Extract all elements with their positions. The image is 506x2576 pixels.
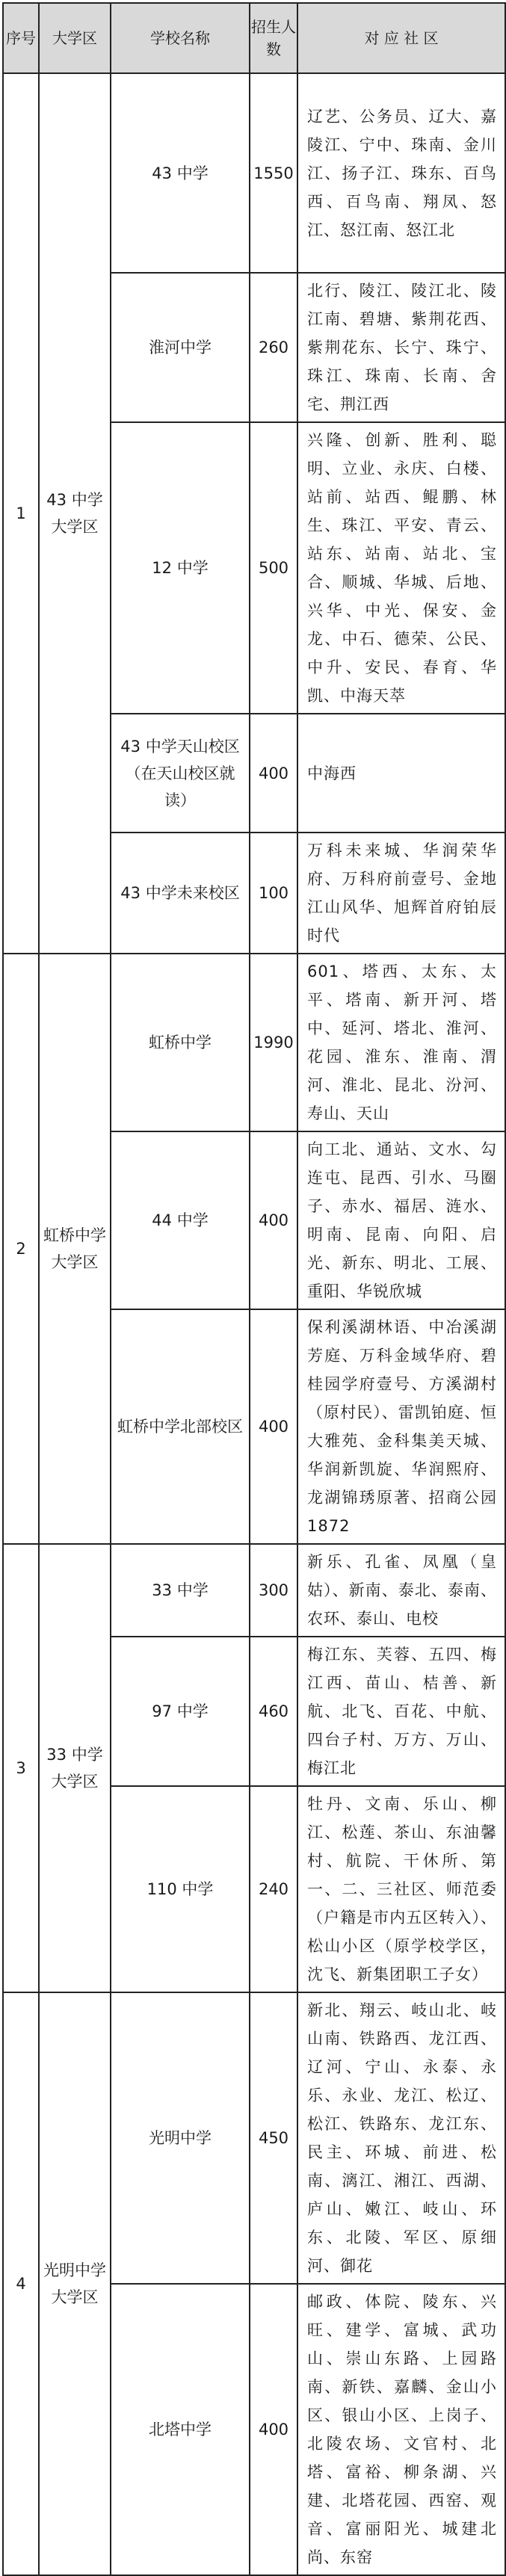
enroll-count: 400	[250, 714, 297, 833]
community-list: 辽艺、公务员、辽大、嘉陵江、宁中、珠南、金川江、扬子江、珠东、百鸟西、百鸟南、翔凤、怒江、怒江南、怒江北	[297, 73, 505, 273]
enroll-count: 450	[250, 1992, 297, 2284]
community-list: 牡丹、文南、乐山、柳江、松莲、茶山、东油馨村、航院、干休所、第一、二、三社区、师范委（户籍是市内五区转入）、松山小区（原学校学区，沈飞、新集团职工子女）	[297, 1786, 505, 1992]
school-name: 12 中学	[111, 422, 250, 714]
enroll-count: 260	[250, 273, 297, 422]
community-list: 兴隆、创新、胜利、聪明、立业、永庆、白楼、站前、站西、鲲鹏、林生、珠江、平安、青云、站东、站南、站北、宝合、顺城、华城、后地、兴华、中光、保安、金龙、中石、德荣、公民、中升、安民、春育、华凯、中海天萃	[297, 422, 505, 714]
enroll-count: 1550	[250, 73, 297, 273]
enroll-count: 240	[250, 1786, 297, 1992]
enroll-count: 400	[250, 2284, 297, 2575]
school-name: 虹桥中学	[111, 954, 250, 1131]
district-number: 4	[3, 1992, 39, 2575]
district-number: 1	[3, 73, 39, 954]
community-list: 601、塔西、太东、太平、塔南、新开河、塔中、延河、塔北、淮河、花园、淮东、淮南、渭河、淮北、昆北、汾河、寿山、天山	[297, 954, 505, 1131]
district-table	[2, 2, 506, 2576]
header-district: 大学区	[39, 3, 111, 73]
enroll-count: 500	[250, 422, 297, 714]
district-number: 3	[3, 1544, 39, 1992]
school-name: 43 中学未来校区	[111, 833, 250, 954]
school-name: 110 中学	[111, 1786, 250, 1992]
school-name: 淮河中学	[111, 273, 250, 422]
district-name: 光明中学大学区	[39, 1992, 111, 2575]
community-list: 保利溪湖林语、中冶溪湖芳庭、万科金域华府、碧桂园学府壹号、方溪湖村（原村民）、雷凯铂庭、恒大雅苑、金科集美天城、华润新凯旋、华润熙府、龙湖锦琇原著、招商公园1872	[297, 1309, 505, 1544]
community-list: 邮政、体院、陵东、兴旺、建学、富城、武功山、崇山东路、上园路南、新铁、嘉麟、金山小区、银山小区、上岗子、北陵农场、文官村、北塔、富裕、柳条湖、兴建、北塔花园、西窑、观音、富丽阳光、城建北尚、东窑	[297, 2284, 505, 2575]
header-no: 序号	[3, 3, 39, 73]
school-name: 43 中学天山校区（在天山校区就读）	[111, 714, 250, 833]
district-name: 虹桥中学大学区	[39, 954, 111, 1544]
community-list: 向工北、通站、文水、勾连屯、昆西、引水、马圈子、赤水、福居、涟水、明南、昆南、向阳、启光、新东、明北、工展、重阳、华锐欣城	[297, 1131, 505, 1309]
district-name: 33 中学大学区	[39, 1544, 111, 1992]
community-list: 中海西	[297, 714, 505, 833]
header-row	[3, 3, 505, 73]
header-enroll: 招生人数	[250, 3, 297, 73]
school-name: 33 中学	[111, 1544, 250, 1637]
community-list: 北行、陵江、陵江北、陵江南、碧塘、紫荆花西、紫荆花东、长宁、珠宁、珠江、珠南、长南、舍宅、荆江西	[297, 273, 505, 422]
table-row	[3, 1992, 505, 2284]
school-name: 44 中学	[111, 1131, 250, 1309]
enroll-count: 400	[250, 1309, 297, 1544]
enroll-count: 300	[250, 1544, 297, 1637]
header-school: 学校名称	[111, 3, 250, 73]
enroll-count: 100	[250, 833, 297, 954]
district-name: 43 中学大学区	[39, 73, 111, 954]
school-name: 虹桥中学北部校区	[111, 1309, 250, 1544]
community-list: 梅江东、芙蓉、五四、梅江西、苗山、桔善、新航、北飞、百花、中航、四台子村、万方、万山、梅江北	[297, 1637, 505, 1786]
table-row	[3, 73, 505, 273]
table-row	[3, 954, 505, 1131]
community-list: 新乐、孔雀、凤凰（皇姑）、新南、泰北、泰南、农环、泰山、电校	[297, 1544, 505, 1637]
district-number: 2	[3, 954, 39, 1544]
school-name: 43 中学	[111, 73, 250, 273]
community-list: 新北、翔云、岐山北、岐山南、铁路西、龙江西、辽河、宁山、永泰、永乐、永业、龙江、松辽、松江、铁路东、龙江东、民主、环城、前进、松南、漓江、湘江、西湖、庐山、嫩江、岐山、环东、北陵、军区、原细河、御花	[297, 1992, 505, 2284]
school-name: 97 中学	[111, 1637, 250, 1786]
table-row	[3, 1544, 505, 1637]
community-list: 万科未来城、华润荣华府、万科府前壹号、金地江山风华、旭辉首府铂辰时代	[297, 833, 505, 954]
enroll-count: 460	[250, 1637, 297, 1786]
school-name: 北塔中学	[111, 2284, 250, 2575]
school-name: 光明中学	[111, 1992, 250, 2284]
enroll-count: 400	[250, 1131, 297, 1309]
header-community: 对 应 社 区	[297, 3, 505, 73]
enroll-count: 1990	[250, 954, 297, 1131]
